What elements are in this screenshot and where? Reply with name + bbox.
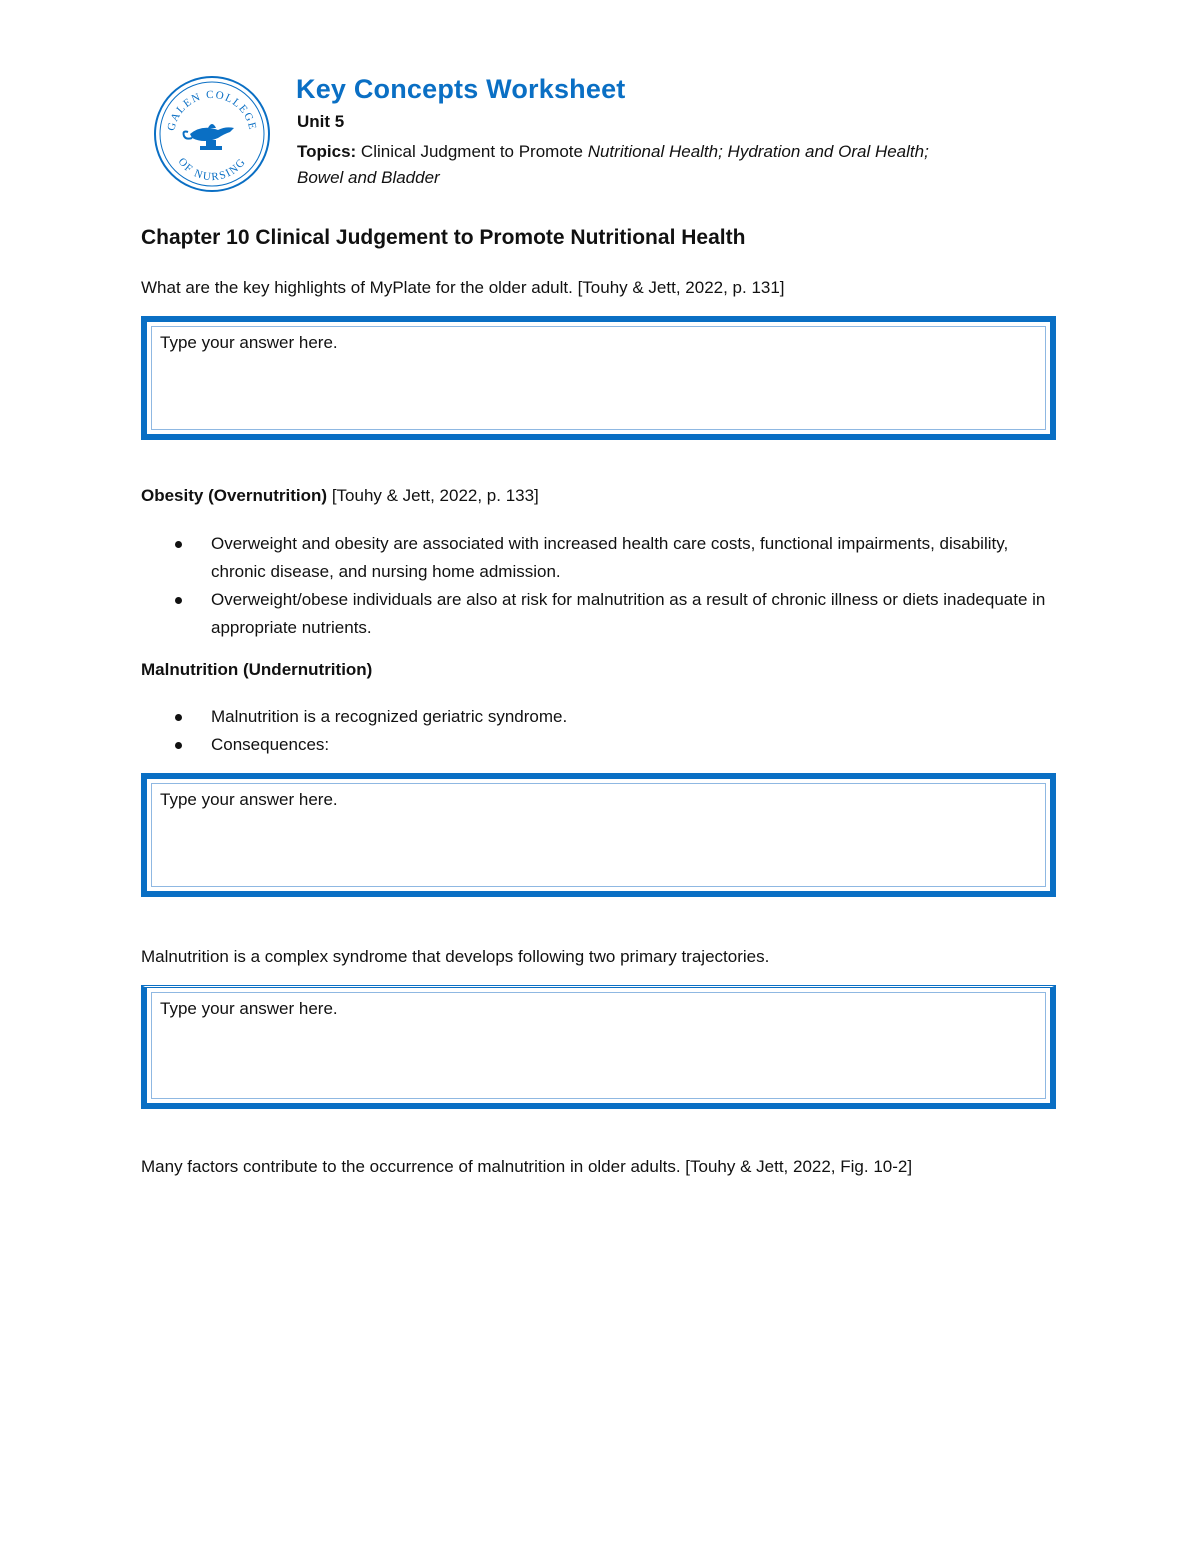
question-trajectories: Malnutrition is a complex syndrome that develops following two primary trajectories. — [141, 947, 770, 966]
answer-box-trajectories[interactable] — [141, 985, 1056, 1109]
bullet-text: Overweight and obesity are associated with increased health care costs, functional impairments, disability, chronic disease, and nursing home admission. — [211, 534, 1009, 581]
obesity-reference: [Touhy & Jett, 2022, p. 133] — [331, 486, 539, 505]
bullet-icon — [175, 597, 182, 604]
svg-text:GALEN COLLEGE: GALEN COLLEGE — [165, 88, 259, 133]
bullet-text: Overweight/obese individuals are also at risk for malnutrition as a result of chronic illness or diets inadequate in appropriate nutrients. — [211, 590, 1046, 637]
malnutrition-bullet-list — [141, 703, 1061, 759]
list-item — [141, 731, 1061, 759]
bullet-icon — [175, 541, 182, 548]
bullet-icon — [175, 742, 182, 749]
obesity-heading — [141, 486, 539, 506]
college-seal-logo — [152, 74, 272, 194]
chapter-heading: Chapter 10 Clinical Judgement to Promote Nutritional Health — [141, 226, 746, 249]
bullet-icon — [175, 714, 182, 721]
obesity-bullet-list — [141, 530, 1061, 642]
answer-box-consequences[interactable] — [141, 773, 1056, 897]
topics-text: Clinical Judgment to Promote — [360, 142, 583, 161]
question-myplate: What are the key highlights of MyPlate for the older adult. [Touhy & Jett, 2022, p. 131] — [141, 278, 785, 297]
bullet-text: Consequences: — [211, 735, 330, 754]
answer-placeholder[interactable]: Type your answer here. — [151, 326, 1046, 430]
list-item — [141, 530, 1061, 586]
question-factors: Many factors contribute to the occurrence of malnutrition in older adults. [Touhy & Jett, 2022, Fig. 10-2] — [141, 1157, 913, 1176]
bullet-text: Malnutrition is a recognized geriatric syndrome. — [211, 707, 568, 726]
topics-italic-1: Nutritional Health; Hydration and Oral Health; — [587, 142, 929, 161]
list-item — [141, 703, 1061, 731]
malnutrition-heading: Malnutrition (Undernutrition) — [141, 660, 373, 679]
unit-label: Unit 5 — [297, 112, 345, 131]
answer-box-myplate[interactable] — [141, 316, 1056, 440]
answer-placeholder[interactable]: Type your answer here. — [151, 992, 1046, 1099]
answer-placeholder[interactable]: Type your answer here. — [151, 783, 1046, 887]
obesity-heading-text: Obesity (Overnutrition) — [141, 486, 328, 505]
topics-label: Topics: — [297, 142, 357, 161]
topics-line — [297, 139, 1057, 191]
svg-text:OF NURSING: OF NURSING — [175, 155, 249, 184]
topics-italic-2: Bowel and Bladder — [297, 168, 440, 187]
worksheet-title: Key Concepts Worksheet — [296, 74, 626, 104]
list-item — [141, 586, 1061, 642]
